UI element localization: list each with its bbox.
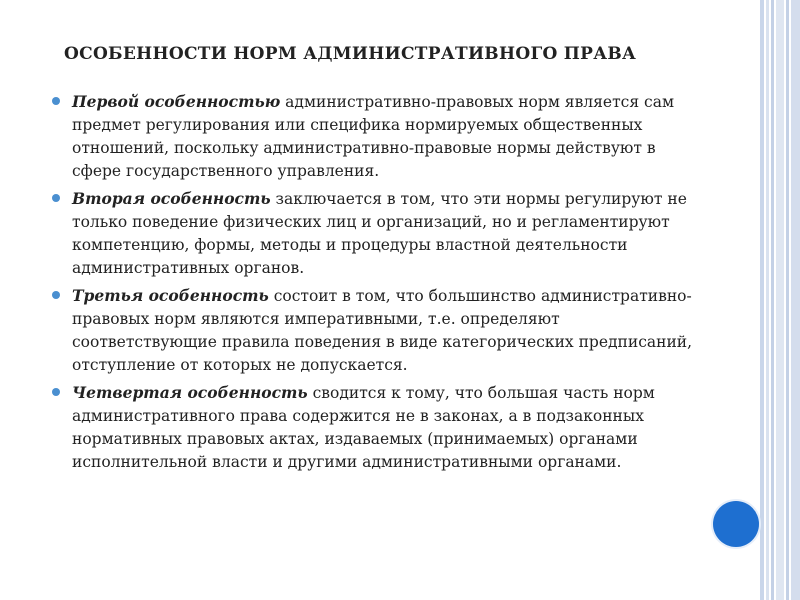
bullet-icon bbox=[52, 291, 60, 299]
bullet-lead: Третья особенность bbox=[72, 286, 269, 305]
bullet-list bbox=[50, 90, 700, 478]
stripe bbox=[766, 0, 769, 600]
stripe bbox=[760, 0, 764, 600]
bullet-icon bbox=[52, 194, 60, 202]
bullet-icon bbox=[52, 97, 60, 105]
stripe bbox=[791, 0, 800, 600]
bullet-text: состоит в том, что большинство административно-правовых норм являются императивными, т.е. определяют соответствующие правила поведения в виде категорических предписаний, отступление от которых не допускается. bbox=[72, 287, 693, 374]
stripe bbox=[771, 0, 774, 600]
bullet-item-third bbox=[50, 284, 700, 377]
bullet-item-second bbox=[50, 187, 700, 280]
stripe bbox=[776, 0, 784, 600]
decorative-stripes bbox=[760, 0, 800, 600]
bullet-lead: Четвертая особенность bbox=[72, 383, 308, 402]
slide-title: ОСОБЕННОСТИ НОРМ АДМИНИСТРАТИВНОГО ПРАВА bbox=[64, 44, 637, 64]
bullet-text: сводится к тому, что большая часть норм административного права содержится не в законах, а в подзаконных нормативных правовых актах, издаваемых (принимаемых) органами исполнительной власти и другими административными органами. bbox=[72, 384, 655, 471]
bullet-item-first bbox=[50, 90, 700, 183]
slide-circle-icon bbox=[713, 501, 759, 547]
bullet-icon bbox=[52, 388, 60, 396]
bullet-lead: Вторая особенность bbox=[72, 189, 271, 208]
stripe bbox=[786, 0, 789, 600]
bullet-lead: Первой особенностью bbox=[72, 92, 281, 111]
bullet-text: заключается в том, что эти нормы регулируют не только поведение физических лиц и организаций, но и регламентируют компетенцию, формы, методы и процедуры властной деятельности административных органов. bbox=[72, 190, 687, 277]
bullet-item-fourth bbox=[50, 381, 700, 474]
bullet-text: административно-правовых норм является сам предмет регулирования или специфика нормируемых общественных отношений, поскольку административно-правовые нормы действуют в сфере государственного управления. bbox=[72, 93, 675, 180]
